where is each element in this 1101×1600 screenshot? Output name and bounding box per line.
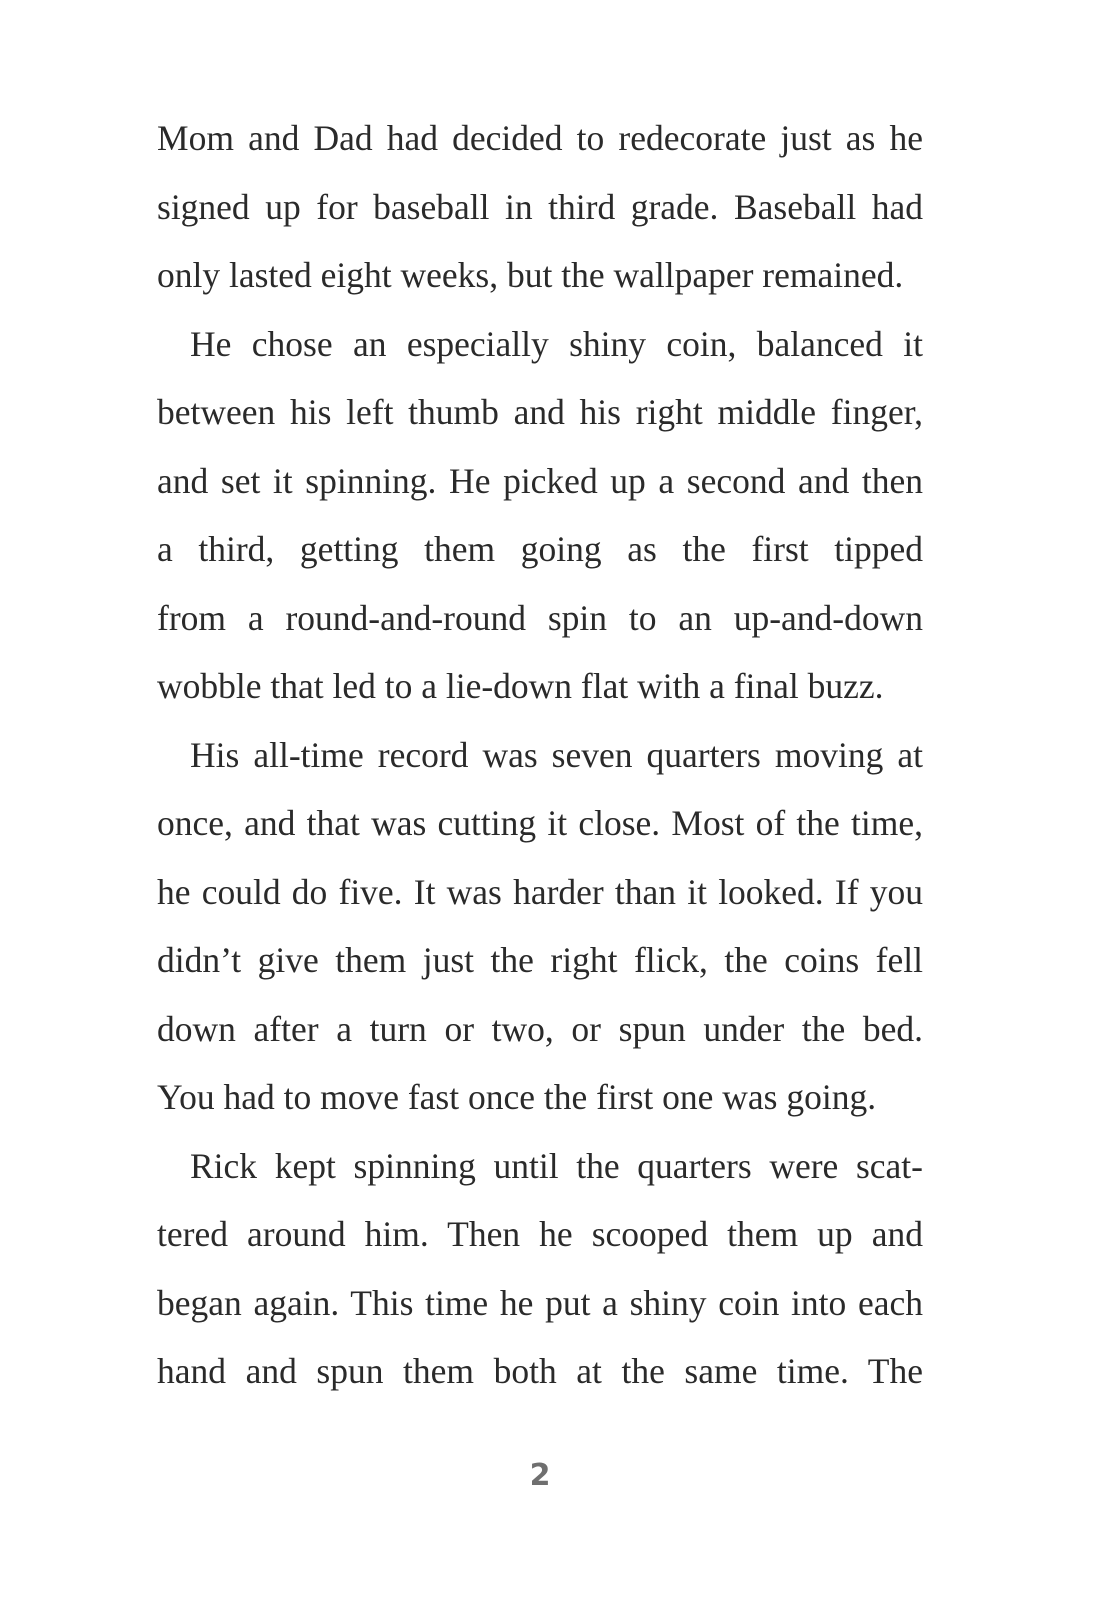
text-line: You had to move fast once the first one was going. [157, 1077, 877, 1117]
text-line: and set it spinning. He picked up a second and then [157, 460, 923, 501]
text-line: a third, getting them going as the first tipped [157, 529, 923, 569]
text-line: tered around him. Then he scooped them up and [157, 1214, 923, 1254]
text-line: His all-time record was seven quarters moving at [190, 734, 923, 775]
text-line: Mom and Dad had decided to redecorate just as he [157, 118, 923, 158]
text-line: between his left thumb and his right middle finger, [157, 392, 923, 432]
text-line: down after a turn or two, or spun under the bed. [157, 1008, 923, 1049]
page-number: 2 [529, 1458, 551, 1493]
body-text [157, 104, 923, 1406]
text-line: hand and spun them both at the same time. The [157, 1351, 923, 1391]
text-line: once, and that was cutting it close. Most of the time, [157, 803, 923, 843]
text-line: only lasted eight weeks, but the wallpaper remained. [157, 255, 904, 295]
text-line: he could do five. It was harder than it looked. If you [157, 871, 923, 912]
text-line: didn’t give them just the right flick, the coins fell [157, 940, 923, 980]
text-line: He chose an especially shiny coin, balanced it [190, 323, 923, 364]
text-line: signed up for baseball in third grade. Baseball had [157, 186, 923, 227]
text-line: wobble that led to a lie-down flat with a final buzz. [157, 666, 884, 706]
text-line: Rick kept spinning until the quarters were scat- [190, 1145, 923, 1186]
text-line: from a round-and-round spin to an up-and-down [157, 597, 923, 638]
text-line: began again. This time he put a shiny coin into each [157, 1282, 923, 1323]
